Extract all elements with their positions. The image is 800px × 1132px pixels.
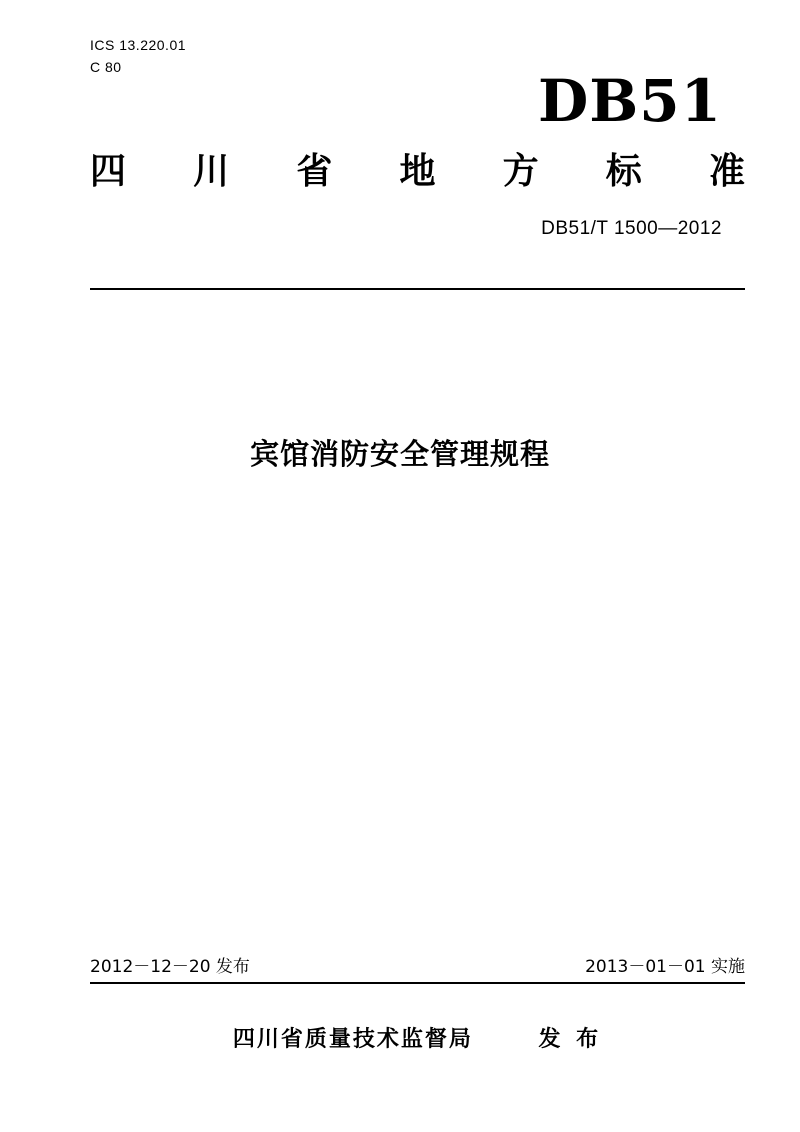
standard-title-char-2: 省 xyxy=(296,151,333,192)
ics-classification xyxy=(90,34,186,78)
standard-title-char-6: 准 xyxy=(708,151,745,192)
implementation-date: 2013－01－01 实施 xyxy=(585,957,745,977)
standard-title-char-0: 四 xyxy=(90,151,127,192)
header-divider xyxy=(90,288,745,290)
issue-date: 2012－12－20 发布 xyxy=(90,957,250,977)
standard-title-char-3: 地 xyxy=(399,151,436,192)
footer-divider xyxy=(90,982,745,984)
standard-number: DB51/T 1500—2012 xyxy=(541,218,722,239)
publisher-name: 四川省质量技术监督局 xyxy=(232,1027,473,1052)
ics-code: ICS 13.220.01 xyxy=(90,37,187,53)
footer-dates xyxy=(90,952,745,977)
standard-title-char-1: 川 xyxy=(193,151,230,192)
standard-title-char-4: 方 xyxy=(502,151,539,192)
ccs-code: C 80 xyxy=(90,59,122,75)
standard-title-char-5: 标 xyxy=(605,151,642,192)
db51-logo: DB51 xyxy=(537,67,722,135)
standard-title xyxy=(90,150,745,194)
publisher-row xyxy=(90,1022,745,1053)
page-title: 宾馆消防安全管理规程 xyxy=(249,437,550,471)
publish-label: 发 布 xyxy=(538,1027,603,1052)
